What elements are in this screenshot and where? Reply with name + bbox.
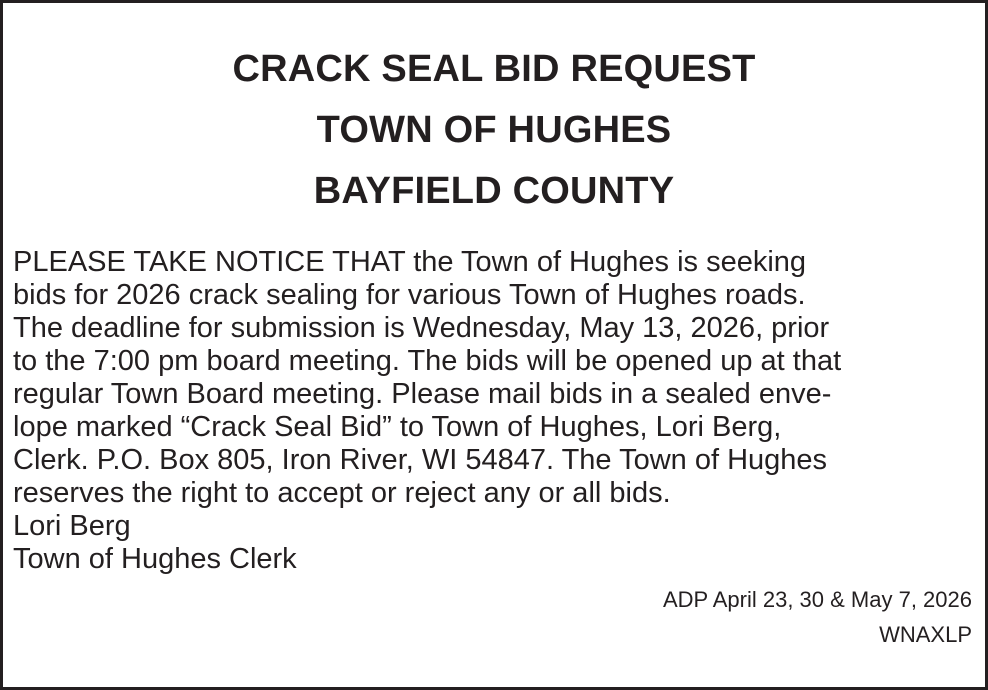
publication-code: WNAXLP	[879, 622, 972, 647]
notice-body-line: to the 7:00 pm board meeting. The bids will be opened up at that	[13, 345, 842, 377]
notice-title: CRACK SEAL BID REQUEST	[232, 48, 756, 90]
notice-body-line: reserves the right to accept or reject any or all bids.	[13, 477, 671, 509]
notice-body	[13, 246, 979, 510]
notice-town-heading: TOWN OF HUGHES	[316, 109, 672, 151]
notice-county-heading: BAYFIELD COUNTY	[313, 170, 675, 212]
signature-name: Lori Berg	[13, 510, 131, 542]
notice-body-line: Clerk. P.O. Box 805, Iron River, WI 54847. The Town of Hughes	[13, 444, 828, 476]
notice-body-line: regular Town Board meeting. Please mail bids in a sealed enve-	[13, 378, 832, 410]
publication-dates: ADP April 23, 30 & May 7, 2026	[663, 587, 972, 612]
notice-body-line: lope marked “Crack Seal Bid” to Town of Hughes, Lori Berg,	[13, 411, 782, 443]
notice-body-line: PLEASE TAKE NOTICE THAT the Town of Hughes is seeking	[13, 246, 807, 278]
notice-body-line: bids for 2026 crack sealing for various Town of Hughes roads.	[13, 279, 806, 311]
signature-block	[13, 510, 297, 576]
signature-role: Town of Hughes Clerk	[13, 543, 297, 575]
notice-body-line: The deadline for submission is Wednesday, May 13, 2026, prior	[13, 312, 830, 344]
